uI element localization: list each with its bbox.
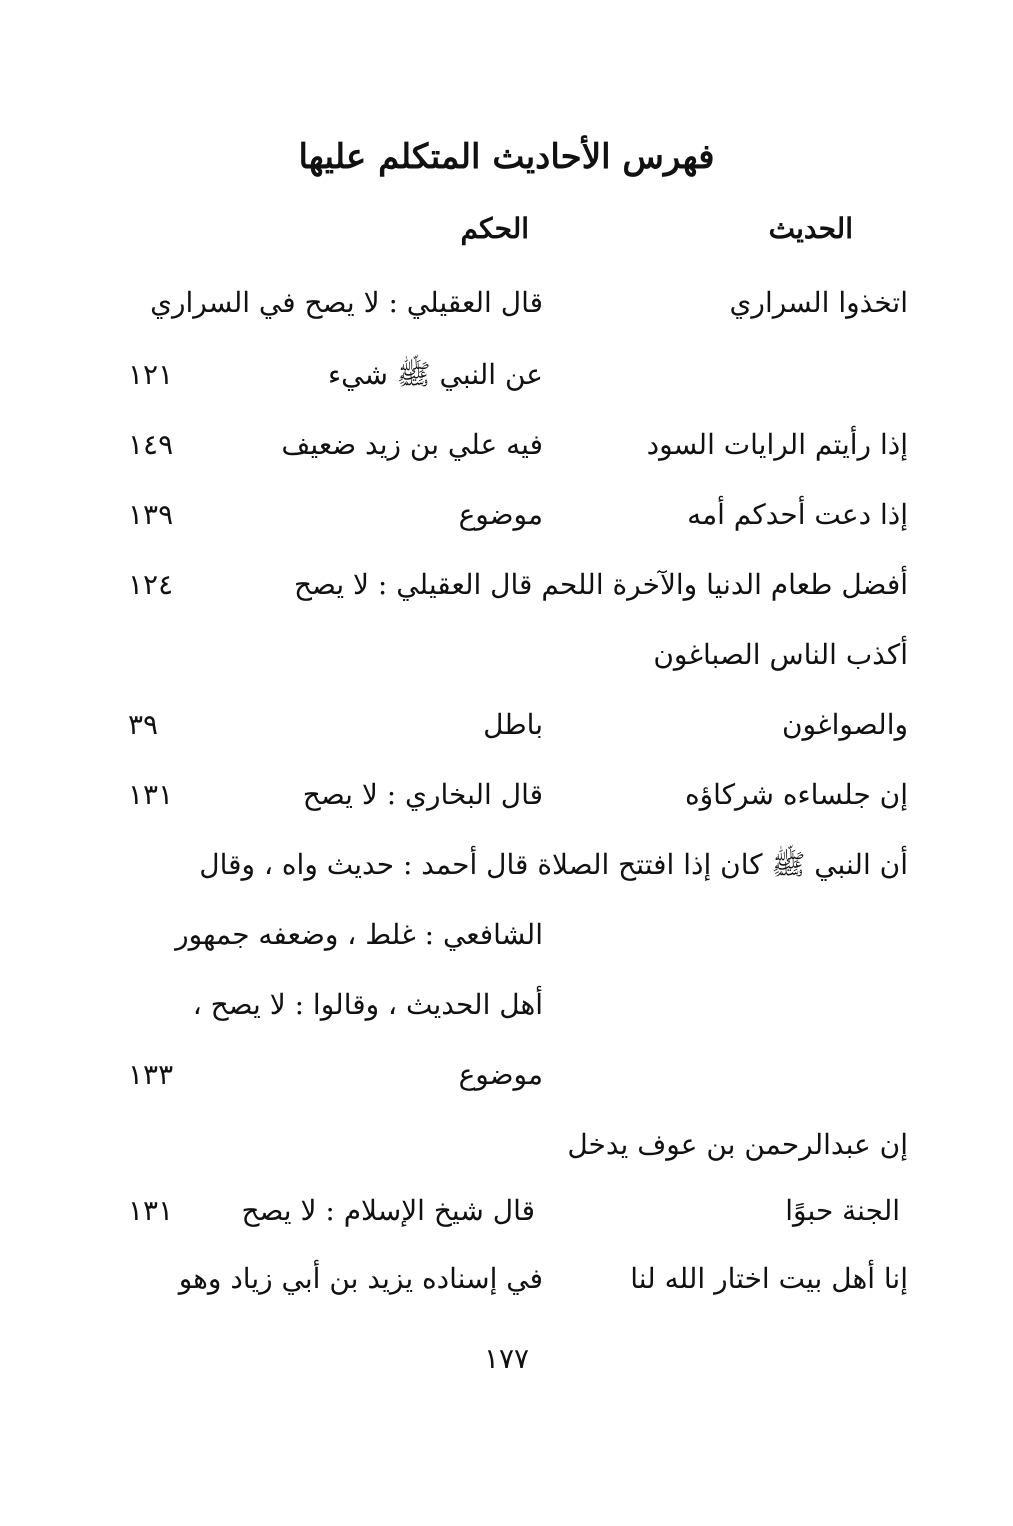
column-header-ruling: الحكم — [460, 212, 529, 245]
index-row — [0, 772, 1013, 818]
ruling-text: باطل — [483, 708, 543, 741]
hadith-text: أكذب الناس الصباغون — [653, 638, 908, 671]
index-title: فهرس الأحاديث المتكلم عليها — [298, 137, 715, 177]
ruling-text: قال شيخ الإسلام : لا يصح — [241, 1194, 535, 1227]
index-row — [0, 1052, 1013, 1098]
index-row — [0, 632, 1013, 678]
index-row — [0, 492, 1013, 538]
index-row — [0, 562, 1013, 608]
page-number: ١٣٩ — [128, 498, 174, 531]
ruling-text: عن النبي ﷺ شيء — [327, 358, 543, 391]
ruling-text: موضوع — [458, 1058, 543, 1091]
column-header-hadith: الحديث — [768, 212, 853, 245]
index-row — [0, 280, 1013, 326]
page-number: ١٤٩ — [128, 428, 174, 461]
index-row — [0, 1188, 1013, 1234]
ruling-text: في إسناده يزيد بن أبي زياد وهو — [178, 1262, 543, 1295]
ruling-text: قال العقيلي : لا يصح في السراري — [150, 286, 543, 319]
hadith-text: إن عبدالرحمن بن عوف يدخل — [567, 1128, 908, 1161]
hadith-text: إذا دعت أحدكم أمه — [687, 498, 908, 531]
ruling-text: موضوع — [458, 498, 543, 531]
hadith-text: إنا أهل بيت اختار الله لنا — [630, 1262, 908, 1295]
hadith-text: والصواغون — [781, 708, 908, 741]
hadith-text: إن جلساءه شركاؤه — [684, 778, 908, 811]
ruling-text: الشافعي : غلط ، وضعفه جمهور — [175, 918, 543, 951]
ruling-text: فيه علي بن زيد ضعيف — [281, 428, 543, 461]
index-row — [0, 422, 1013, 468]
page-number: ١٣٣ — [128, 1058, 174, 1091]
ruling-text: أهل الحديث ، وقالوا : لا يصح ، — [192, 988, 543, 1021]
index-row — [0, 982, 1013, 1028]
index-row — [0, 352, 1013, 398]
index-row — [0, 842, 1013, 888]
hadith-with-ruling-text: أفضل طعام الدنيا والآخرة اللحم قال العقيلي : لا يصح — [293, 568, 908, 601]
page-number: ١٢٤ — [128, 568, 174, 601]
page-number: ٣٩ — [128, 708, 159, 741]
hadith-with-ruling-text: أن النبي ﷺ كان إذا افتتح الصلاة قال أحمد : حديث واه ، وقال — [199, 848, 908, 881]
page-number: ١٢١ — [128, 358, 174, 391]
index-row — [0, 1122, 1013, 1168]
hadith-text: اتخذوا السراري — [729, 286, 908, 319]
page-number: ١٣١ — [128, 778, 174, 811]
hadith-text: الجنة حبوًا — [785, 1194, 900, 1227]
index-row — [0, 1256, 1013, 1302]
hadith-text: إذا رأيتم الرايات السود — [646, 428, 908, 461]
index-row — [0, 912, 1013, 958]
ruling-text: قال البخاري : لا يصح — [302, 778, 543, 811]
page-folio-number: ١٧٧ — [483, 1342, 530, 1375]
index-row — [0, 702, 1013, 748]
page-number: ١٣١ — [128, 1194, 174, 1227]
